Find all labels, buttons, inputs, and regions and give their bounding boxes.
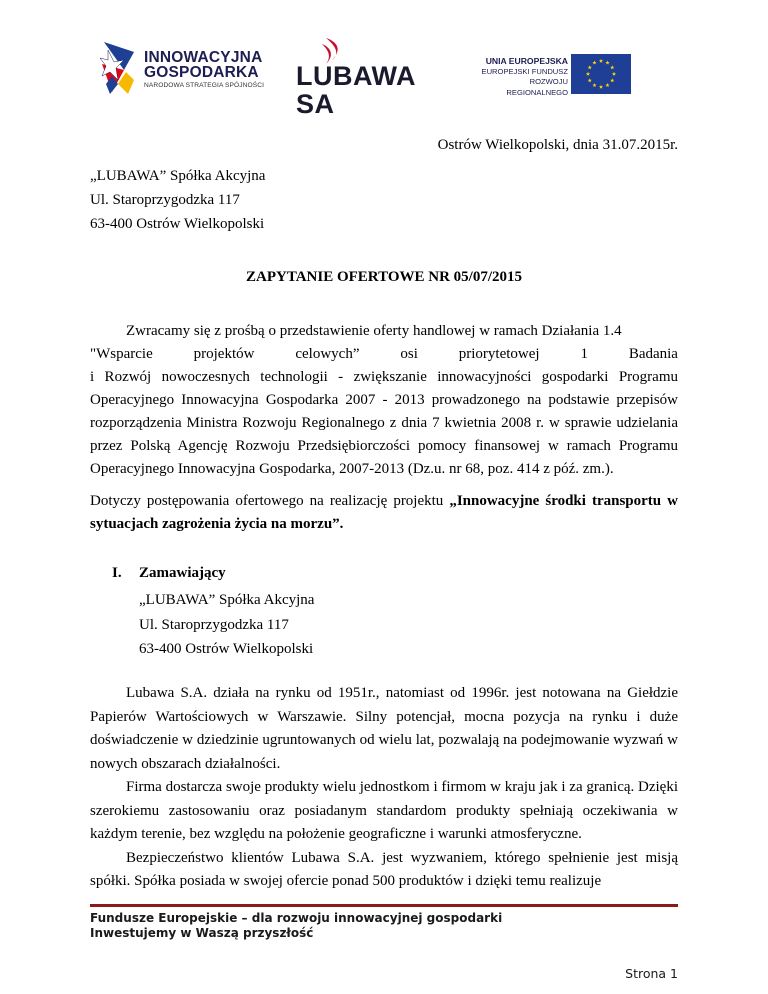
intro-word: priorytetowej	[458, 346, 540, 362]
section-heading: Zamawiający	[139, 565, 226, 581]
section-address-line: Ul. Staroprzygodzka 117	[139, 616, 289, 633]
description-paragraph: Lubawa S.A. działa na rynku od 1951r., natomiast od 1996r. jest notowana na Giełdzie Papierów Wartościowych w Warszawie. Silny potencjał, mocna pozycja na rynku i duże doświadczenie w dziedzinie ugruntowanych od wielu lat, pozwalają na podejmowanie wyzwań w nowych obszarach działalności.	[90, 685, 678, 772]
ig-tagline: NARODOWA STRATEGIA SPÓJNOŚCI	[144, 82, 265, 89]
place-date: Ostrów Wielkopolski, dnia 31.07.2015r.	[437, 137, 678, 153]
page-number: Strona 1	[625, 966, 678, 981]
section-address-line: „LUBAWA” Spółka Akcyjna	[139, 592, 315, 608]
address-line: 63-400 Ostrów Wielkopolski	[90, 216, 265, 232]
intro-word: 1	[580, 346, 588, 362]
intro-word: celowych”	[295, 346, 360, 362]
intro-word: projektów	[193, 346, 255, 362]
company-description	[90, 682, 678, 894]
section-address	[139, 588, 678, 662]
footer-rule	[90, 904, 678, 907]
eu-title: UNIA EUROPEJSKA	[485, 56, 568, 66]
footer-line-1: Fundusze Europejskie – dla rozwoju innowacyjnej gospodarki	[90, 911, 503, 925]
description-paragraph: Bezpieczeństwo klientów Lubawa S.A. jest wyzwaniem, którego spełnienie jest misją spółki. Spółka posiada w swojej ofercie ponad 500 produktów i dzięki temu realizuje	[90, 849, 678, 889]
sender-address	[90, 164, 678, 236]
eu-line3: ROZWOJU REGIONALNEGO	[506, 77, 568, 97]
address-line: „LUBAWA” Spółka Akcyjna	[90, 168, 266, 184]
footer-line-2: Inwestujemy w Waszą przyszłość	[90, 926, 314, 940]
section-number: I.	[112, 565, 122, 581]
project-prefix: Dotyczy postępowania ofertowego na realizację projektu	[90, 493, 450, 509]
intro-line-2	[90, 343, 678, 366]
project-paragraph	[90, 490, 678, 536]
footer-text	[90, 911, 502, 941]
ig-line1: INNOWACYJNA	[144, 49, 263, 66]
project-name: „Innowacyjne środki transportu w sytuacjach zagrożenia życia na morzu”.	[90, 493, 678, 532]
document-title: ZAPYTANIE OFERTOWE NR 05/07/2015	[245, 269, 523, 285]
address-line: Ul. Staroprzygodzka 117	[90, 192, 240, 208]
section-address-line: 63-400 Ostrów Wielkopolski	[139, 641, 314, 657]
description-paragraph: Firma dostarcza swoje produkty wielu jednostkom i firmom w kraju jak i za granicą. Dzięki szerokiemu zastosowaniu oraz posiadanym standardom produkty spełniają oczekiwania w każdym terenie, bez względu na położenie geograficzne i warunki atmosferyczne.	[90, 779, 678, 842]
ig-emblem-icon	[100, 40, 142, 96]
innowacyjna-gospodarka-logo	[100, 40, 270, 102]
intro-rest: i Rozwój nowoczesnych technologii - zwiększanie innowacyjności gospodarki Programu Operacyjnego Innowacyjna Gospodarka 2007 - 2013 prowadzonego na podstawie przepisów rozporządzenia Ministra Rozwoju Regionalnego z dnia 7 kwietnia 2008 r. w sprawie udzielania przez Polską Agencję Rozwoju Przedsiębiorczości pomocy finansowej w ramach Programu Operacyjnego Innowacyjna Gospodarka, 2007-2013 (Dz.u. nr 68, poz. 414 z póź. zm.).	[90, 369, 678, 477]
ig-logo-text	[144, 50, 264, 89]
lubawa-logo	[296, 36, 456, 119]
intro-word: Badania	[628, 346, 678, 362]
intro-word: osi	[400, 346, 418, 362]
eu-logo-text	[466, 56, 568, 98]
eu-line2: EUROPEJSKI FUNDUSZ	[481, 66, 568, 76]
intro-line-1: Zwracamy się z prośbą o przedstawienie oferty handlowej w ramach Działania 1.4	[126, 323, 622, 339]
ig-line2: GOSPODARKA	[144, 64, 259, 81]
intro-paragraph	[90, 320, 678, 481]
lubawa-logo-text: LUBAWA SA	[296, 61, 415, 119]
eu-logo	[466, 54, 631, 96]
intro-word: "Wsparcie	[90, 346, 153, 362]
eu-flag-icon	[571, 54, 631, 94]
